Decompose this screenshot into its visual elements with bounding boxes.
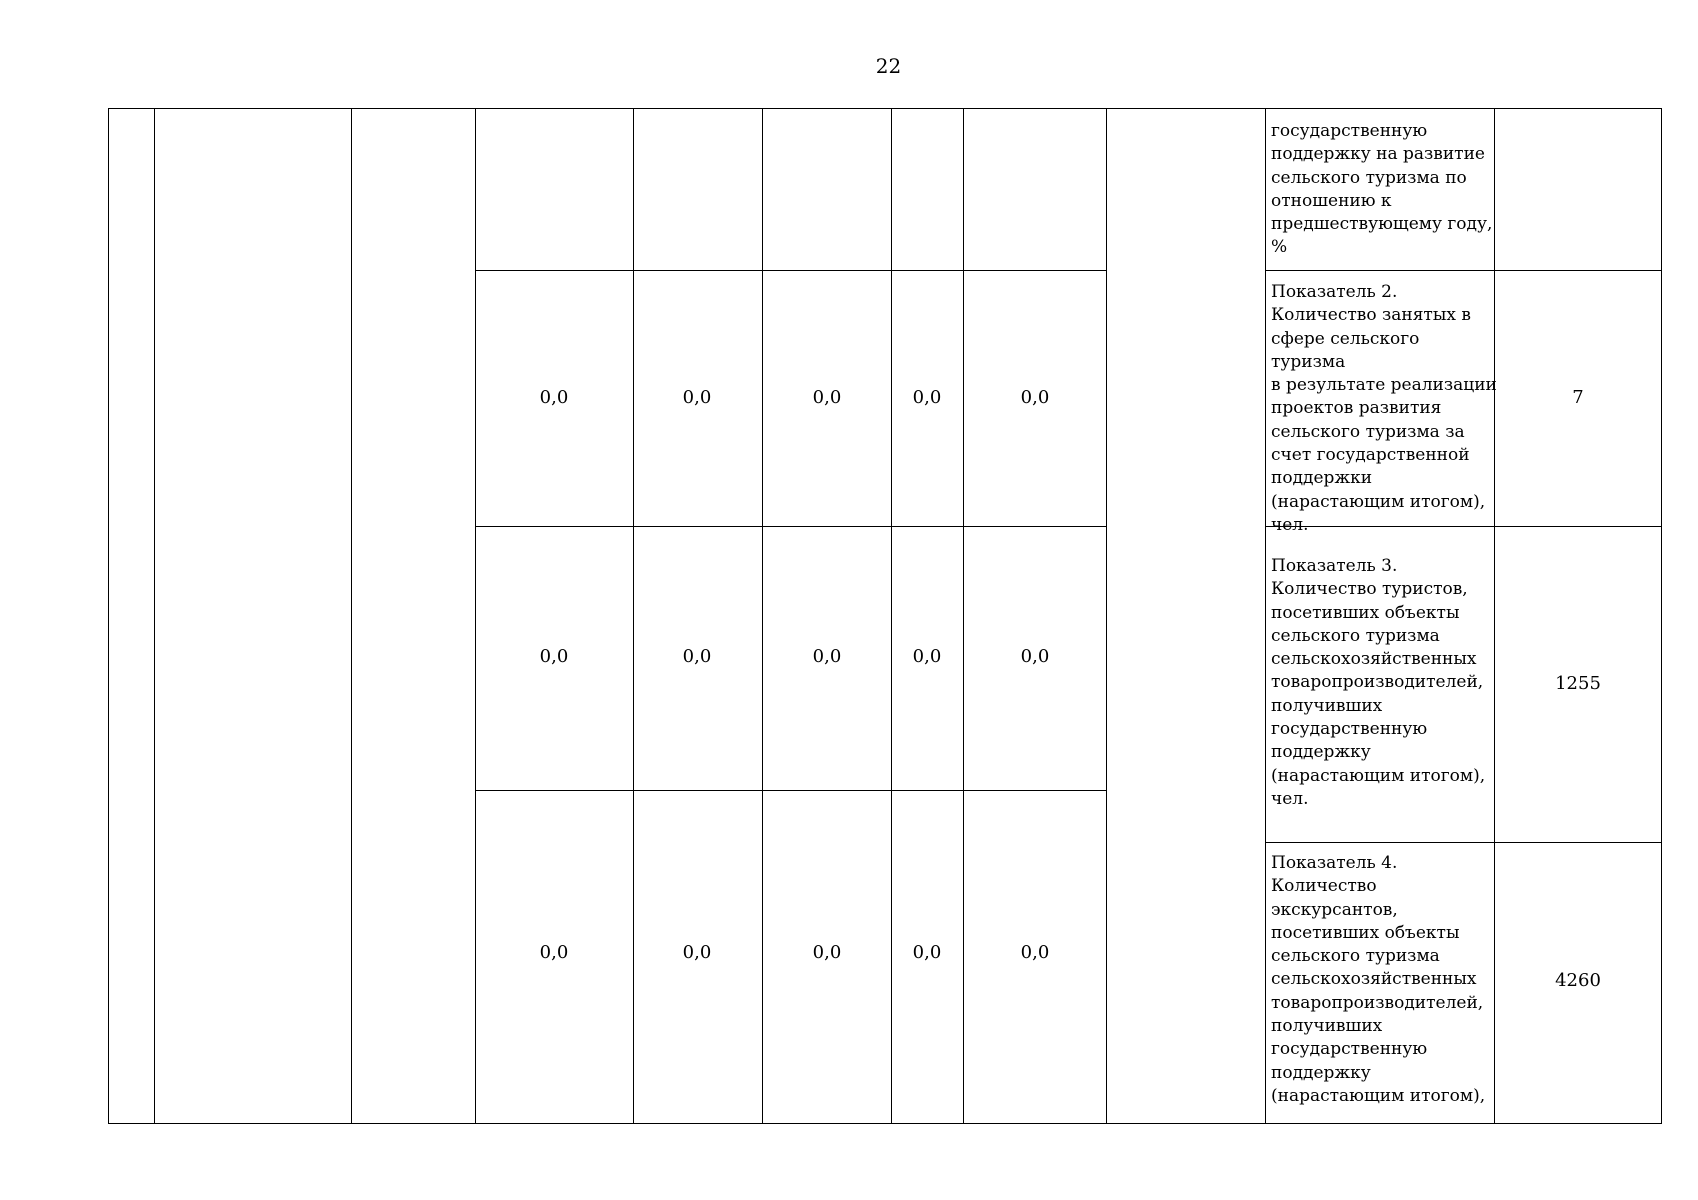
value-cell: 0,0 — [812, 942, 842, 963]
table-border-bottom — [108, 1123, 1662, 1124]
value-cell: 0,0 — [682, 646, 712, 667]
value-cell: 0,0 — [682, 387, 712, 408]
target-value: 4260 — [1555, 970, 1601, 991]
target-value: 1255 — [1555, 673, 1601, 694]
column-divider — [963, 108, 964, 1124]
value-cell: 0,0 — [912, 646, 942, 667]
table-border-right — [1661, 108, 1662, 1124]
value-cell: 0,0 — [539, 646, 569, 667]
column-divider — [475, 108, 476, 1124]
target-value: 7 — [1572, 387, 1584, 408]
indicator-text: Показатель 4. Количество экскурсантов, посетивших объекты сельского туризма сельскохозяйственных товаропроизводителей, получивших государственную поддержку (нарастающим итогом), — [1271, 853, 1486, 1106]
value-cell: 0,0 — [682, 942, 712, 963]
column-divider — [351, 108, 352, 1124]
value-cell: 0,0 — [1020, 387, 1050, 408]
row-divider — [475, 270, 1107, 271]
value-cell: 0,0 — [1020, 646, 1050, 667]
indicator-text: Показатель 3. Количество туристов, посетивших объекты сельского туризма сельскохозяйственных товаропроизводителей, получивших государственную поддержку (нарастающим итогом), чел. — [1271, 556, 1486, 809]
column-divider — [1106, 108, 1107, 1124]
row-divider — [475, 526, 1107, 527]
value-cell: 0,0 — [812, 646, 842, 667]
row-divider — [1265, 270, 1662, 271]
value-cell: 0,0 — [812, 387, 842, 408]
value-cell: 0,0 — [539, 942, 569, 963]
column-divider — [891, 108, 892, 1124]
value-cell: 0,0 — [912, 942, 942, 963]
value-cell: 0,0 — [539, 387, 569, 408]
page-number: 22 — [875, 54, 902, 78]
column-divider — [1265, 108, 1266, 1124]
indicator-text: государственную поддержку на развитие сельского туризма по отношению к предшествующему году, % — [1271, 121, 1493, 258]
table-border-top — [108, 108, 1662, 109]
value-cell: 0,0 — [1020, 942, 1050, 963]
column-divider — [108, 108, 109, 1124]
row-divider — [475, 790, 1107, 791]
row-divider — [1265, 842, 1662, 843]
indicator-text: Показатель 2. Количество занятых в сфере сельского туризма в результате реализации проектов развития сельского туризма за счет государственной поддержки (нарастающим итогом), чел. — [1271, 282, 1497, 535]
value-cell: 0,0 — [912, 387, 942, 408]
column-divider — [154, 108, 155, 1124]
column-divider — [762, 108, 763, 1124]
column-divider — [633, 108, 634, 1124]
